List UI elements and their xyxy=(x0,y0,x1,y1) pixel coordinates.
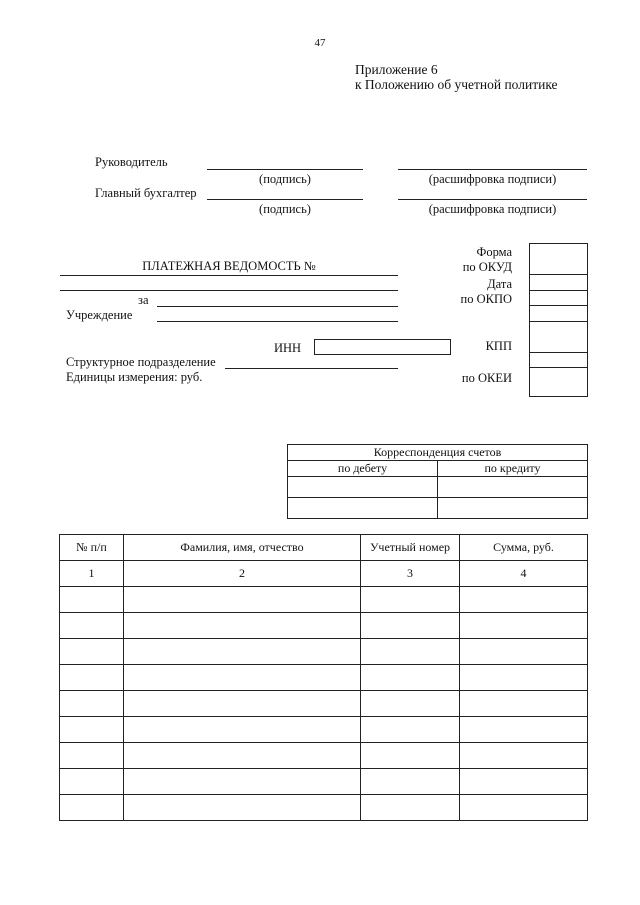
okei-label: по ОКЕИ xyxy=(461,371,512,385)
za-label: за xyxy=(138,293,149,307)
column-number-2: 2 xyxy=(124,561,361,587)
cell[interactable] xyxy=(124,691,361,717)
cell[interactable] xyxy=(124,743,361,769)
inn-label: ИНН xyxy=(274,341,302,355)
cell[interactable] xyxy=(60,665,124,691)
table-row xyxy=(60,717,588,743)
za-line xyxy=(157,306,398,307)
okud-label: по ОКУД xyxy=(462,260,512,274)
correspondence-title: Корреспонденция счетов xyxy=(288,445,588,461)
column-number-3: 3 xyxy=(361,561,460,587)
cell[interactable] xyxy=(361,691,460,717)
header-account-number: Учетный номер xyxy=(361,535,460,561)
head-signature-hint: (подпись) xyxy=(259,172,311,186)
units-label: Единицы измерения: руб. xyxy=(66,370,203,384)
forma-label: Форма xyxy=(476,245,512,259)
chief-accountant-label: Главный бухгалтер xyxy=(95,186,197,200)
header-amount: Сумма, руб. xyxy=(460,535,588,561)
cell[interactable] xyxy=(460,613,588,639)
cell[interactable] xyxy=(124,665,361,691)
table-row xyxy=(60,587,588,613)
credit-header: по кредиту xyxy=(438,461,588,477)
column-number-1: 1 xyxy=(60,561,124,587)
cell[interactable] xyxy=(124,587,361,613)
institution-label: Учреждение xyxy=(66,308,133,322)
codes-divider xyxy=(529,367,588,368)
cell[interactable] xyxy=(361,665,460,691)
cell[interactable] xyxy=(361,613,460,639)
institution-line xyxy=(157,321,398,322)
cell[interactable] xyxy=(361,769,460,795)
cell[interactable] xyxy=(60,769,124,795)
cell[interactable] xyxy=(361,743,460,769)
chief-signature-hint: (подпись) xyxy=(259,202,311,216)
cell[interactable] xyxy=(460,665,588,691)
page-number: 47 xyxy=(314,37,326,49)
cell[interactable] xyxy=(124,639,361,665)
table-row xyxy=(60,639,588,665)
codes-divider xyxy=(529,352,588,353)
codes-divider xyxy=(529,321,588,322)
codes-box xyxy=(529,243,588,397)
appendix-line-2: к Положению об учетной политике xyxy=(355,77,558,92)
cell[interactable] xyxy=(124,769,361,795)
head-decoding-line xyxy=(398,169,587,170)
cell[interactable] xyxy=(460,691,588,717)
table-row xyxy=(60,743,588,769)
cell[interactable] xyxy=(60,743,124,769)
cell[interactable] xyxy=(460,639,588,665)
table-row xyxy=(60,613,588,639)
okpo-label: по ОКПО xyxy=(460,292,512,306)
debit-cell[interactable] xyxy=(288,498,438,519)
chief-signature-line xyxy=(207,199,363,200)
cell[interactable] xyxy=(460,743,588,769)
column-number-4: 4 xyxy=(460,561,588,587)
appendix-line-1: Приложение 6 xyxy=(355,62,438,77)
form-title: ПЛАТЕЖНАЯ ВЕДОМОСТЬ № xyxy=(142,259,316,273)
credit-cell[interactable] xyxy=(438,498,588,519)
credit-cell[interactable] xyxy=(438,477,588,498)
title-underline xyxy=(60,275,398,276)
table-row xyxy=(60,665,588,691)
head-label: Руководитель xyxy=(95,155,168,169)
table-row xyxy=(60,795,588,821)
debit-header: по дебету xyxy=(288,461,438,477)
cell[interactable] xyxy=(60,795,124,821)
correspondence-table xyxy=(287,444,588,519)
codes-divider xyxy=(529,305,588,306)
cell[interactable] xyxy=(60,613,124,639)
cell[interactable] xyxy=(124,795,361,821)
cell[interactable] xyxy=(460,769,588,795)
head-decoding-hint: (расшифровка подписи) xyxy=(428,172,557,186)
structural-line xyxy=(225,368,398,369)
cell[interactable] xyxy=(361,587,460,613)
debit-cell[interactable] xyxy=(288,477,438,498)
structural-label: Структурное подразделение xyxy=(66,355,216,369)
cell[interactable] xyxy=(60,587,124,613)
header-full-name: Фамилия, имя, отчество xyxy=(124,535,361,561)
chief-decoding-hint: (расшифровка подписи) xyxy=(428,202,557,216)
codes-divider xyxy=(529,290,588,291)
cell[interactable] xyxy=(460,795,588,821)
cell[interactable] xyxy=(124,613,361,639)
payroll-table xyxy=(59,534,588,821)
date-label: Дата xyxy=(487,277,512,291)
table-row xyxy=(60,691,588,717)
cell[interactable] xyxy=(361,717,460,743)
cell[interactable] xyxy=(60,691,124,717)
header-number: № п/п xyxy=(60,535,124,561)
head-signature-line xyxy=(207,169,363,170)
cell[interactable] xyxy=(361,795,460,821)
title-second-line xyxy=(60,290,398,291)
chief-decoding-line xyxy=(398,199,587,200)
cell[interactable] xyxy=(460,717,588,743)
cell[interactable] xyxy=(124,717,361,743)
cell[interactable] xyxy=(361,639,460,665)
cell[interactable] xyxy=(460,587,588,613)
kpp-label: КПП xyxy=(485,339,512,353)
cell[interactable] xyxy=(60,717,124,743)
cell[interactable] xyxy=(60,639,124,665)
table-row xyxy=(60,769,588,795)
codes-divider xyxy=(529,274,588,275)
